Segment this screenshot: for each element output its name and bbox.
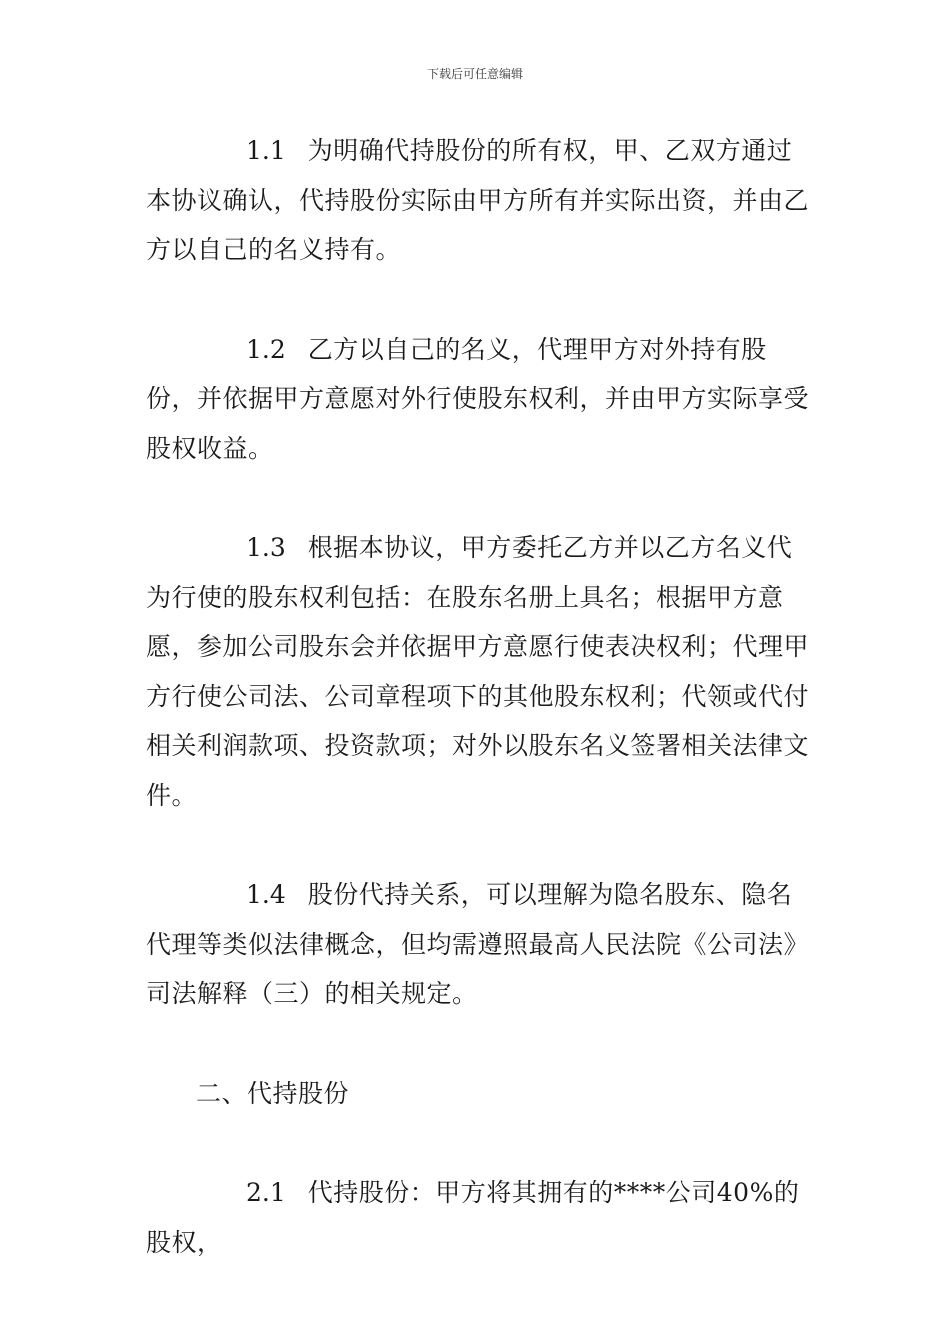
- page-header: 下载后可任意编辑: [426, 67, 523, 81]
- document-body: [146, 126, 810, 1267]
- clause-number: 1.2: [246, 334, 286, 364]
- clause-2-1: [146, 1168, 810, 1267]
- clause-number: 1.3: [246, 533, 286, 562]
- clause-text: 股份代持关系，可以理解为隐名股东、隐名代理等类似法律概念，但均需遵照最高人民法院《公司法》司法解释（三）的相关规定。: [146, 880, 810, 1008]
- clause-number: 1.4: [246, 880, 286, 909]
- clause-number: 1.1: [246, 136, 286, 165]
- section-heading-2: [146, 1069, 810, 1119]
- section-heading-text: 二、代持股份: [196, 1078, 350, 1108]
- clause-text: 乙方以自己的名义，代理甲方对外持有股份，并依据甲方意愿对外行使股东权利，并由甲方实际享受股权收益。: [146, 334, 810, 463]
- clause-1-4: [146, 870, 810, 1019]
- clause-1-3: [146, 523, 810, 820]
- clause-text: 根据本协议，甲方委托乙方并以乙方名义代为行使的股东权利包括：在股东名册上具名；根据甲方意愿，参加公司股东会并依据甲方意愿行使表决权利；代理甲方行使公司法、公司章程项下的其他股东权利；代领或代付相关利润款项、投资款项；对外以股东名义签署相关法律文件。: [146, 533, 810, 810]
- clause-1-2: [146, 325, 810, 474]
- clause-number: 2.1: [246, 1178, 286, 1207]
- clause-1-1: [146, 126, 810, 275]
- clause-text: 代持股份：甲方将其拥有的****公司40%的股权，: [146, 1178, 800, 1257]
- clause-text: 为明确代持股份的所有权，甲、乙双方通过本协议确认，代持股份实际由甲方所有并实际出资，并由乙方以自己的名义持有。: [146, 136, 810, 264]
